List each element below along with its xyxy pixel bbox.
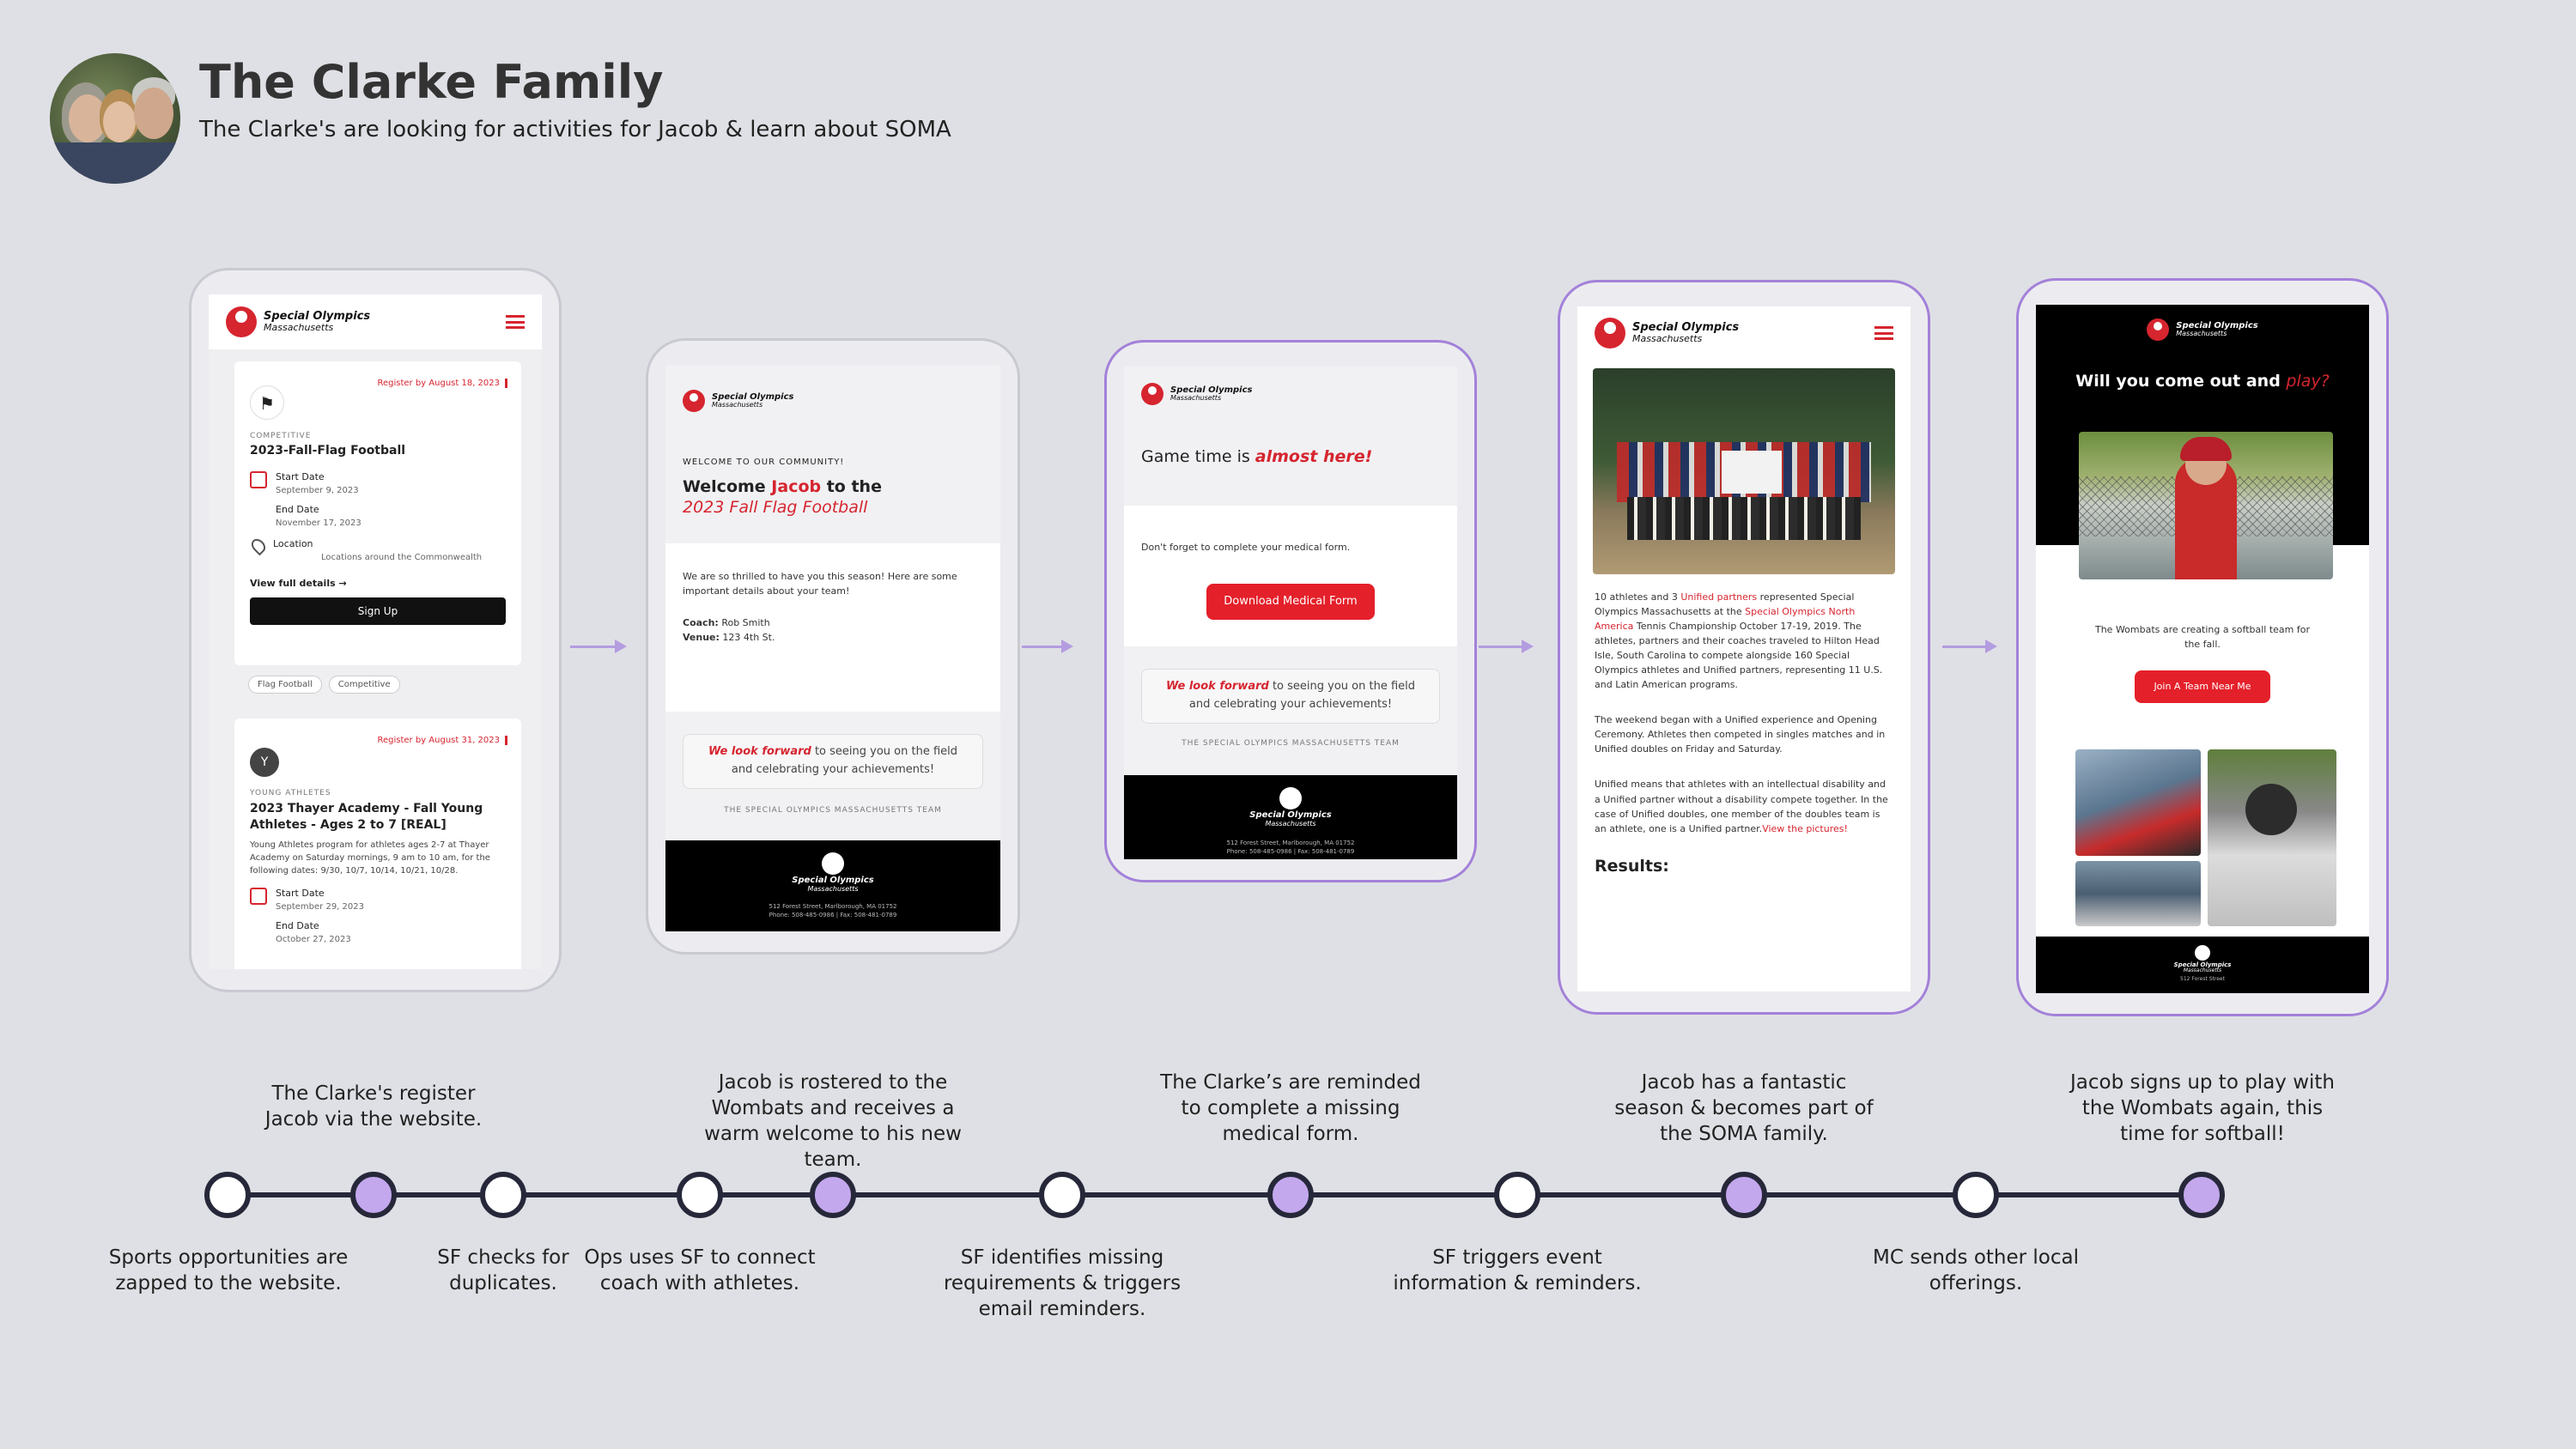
start-date-label: Start Date [276,471,325,482]
coach-line: Coach: Rob Smith [683,617,770,629]
download-medical-form-button[interactable]: Download Medical Form [1206,584,1375,620]
location-label: Location [273,538,313,549]
unified-partners-link[interactable]: Unified partners [1680,591,1758,603]
hamburger-menu-icon[interactable] [506,315,525,329]
results-heading: Results: [1595,856,1669,876]
join-team-button[interactable]: Join A Team Near Me [2135,670,2270,703]
welcome-eyebrow: WELCOME TO OUR COMMUNITY! [683,458,845,467]
sign-up-button[interactable]: Sign Up [250,597,506,625]
signoff: THE SPECIAL OLYMPICS MASSACHUSETTS TEAM [1182,738,1400,748]
email-footer [2036,937,2369,993]
timeline-node [1039,1172,1085,1218]
footer-logo: Special Olympics Massachusetts [1124,787,1457,828]
special-olympics-logo: Special Olympics Massachusetts [2036,318,2369,341]
timeline-caption-bottom: SF identifies missing requirements & triggers email reminders. [943,1246,1182,1320]
location-value: Locations around the Commonwealth [321,553,483,562]
venue-line: Venue: 123 4th St. [683,632,775,644]
article-paragraph-2: The weekend began with a Unified experience and Opening Ceremony. Athletes then competed in singles matches and in Unified doubles on Friday and Saturday. [1595,714,1886,755]
end-date-value: October 27, 2023 [276,934,351,944]
welcome-headline: Welcome Jacob to the [683,477,882,496]
tag-competitive[interactable]: Competitive [329,676,400,694]
footer-address: 512 Forest Street, Marlborough, MA 01752 [769,902,897,910]
footer-logo: Special Olympics Massachusetts [2036,945,2369,974]
phone-registration [189,268,562,992]
register-deadline: Register by August 31, 2023 [378,736,508,745]
article-paragraph-3: Unified means that athletes with an intellectual disability and a Unified partner without a disability compete together. In the case of Unified doubles, one member of the doubles team is an athlete, one is a Unified partner.View the pictures! [1595,779,1888,834]
program-description: Young Athletes program for athletes ages 2-7 at Thayer Academy on Saturday mornings, 9 am to 10 am, for the following dates: 9/30, 10/7, 10/14, 10/21, 10/28. [250,840,490,876]
article-paragraph-1: 10 athletes and 3 Unified partners represented Special Olympics Massachusetts at the Special Olympics North America Tennis Championship October 17-19, 2019. The athletes, partners and their coaches traveled to Hilton Head Isle, South Carolina to compete alongside 160 Special Olympics athletes and Unified partners, representing 11 U.S. and Latin American programs. [1595,591,1883,691]
special-olympics-logo: Special Olympics Massachusetts [683,390,794,412]
footer-address: 512 Forest Street, Marlborough, MA 01752 [1226,839,1355,846]
phone-welcome-email [646,338,1020,955]
calendar-icon [250,471,267,488]
timeline-node [2178,1172,2225,1218]
timeline-node [1267,1172,1314,1218]
flow-arrow [570,646,623,648]
timeline-caption-bottom: MC sends other local offerings. [1873,1246,2079,1294]
team-photo [1593,368,1895,574]
quote-box: We look forward to seeing you on the field and celebrating your achievements! [1141,669,1440,724]
register-deadline: Register by August 18, 2023 [378,379,508,388]
footer-address: 512 Forest Street [2180,975,2225,982]
end-date-label: End Date [276,504,319,515]
softball-invite-screen [2036,305,2369,993]
flow-arrow [1022,646,1070,648]
welcome-body: We are so thrilled to have you this season! Here are some important details about your team! [683,571,957,597]
timeline-caption-top: Jacob has a fantastic season & becomes part of the SOMA family. [1614,1071,1874,1145]
tag-flag-football[interactable]: Flag Football [248,676,322,694]
welcome-email-screen [665,365,1000,931]
view-details-link[interactable]: View full details → [250,578,347,589]
sona-link[interactable]: Special Olympics North America [1595,606,1856,633]
quote-box: We look forward to seeing you on the field and celebrating your achievements! [683,734,983,789]
program-card [234,718,521,969]
football-player-icon: ⚑ [250,385,284,420]
timeline-caption-top: The Clarke’s are reminded to complete a missing medical form. [1160,1071,1421,1145]
invite-body: The Wombats are creating a softball team for the fall. [2094,624,2311,651]
phone-medical-form [1104,340,1477,882]
timeline-node [350,1172,397,1218]
timeline-node [1494,1172,1540,1218]
location-pin-icon [249,537,269,556]
hamburger-menu-icon[interactable] [1874,326,1893,340]
page-subtitle: The Clarke's are looking for activities for Jacob & learn about SOMA [199,117,951,142]
softball-photo-grid [2075,749,2336,926]
medical-form-screen [1124,367,1457,859]
program-category: YOUNG ATHLETES [250,789,331,797]
program-name: 2023 Fall Flag Football [683,498,868,517]
timeline-node [810,1172,856,1218]
timeline-node [1953,1172,1999,1218]
view-pictures-link[interactable]: View the pictures! [1762,822,1848,834]
flow-arrow [1479,646,1530,648]
program-avatar: Y [250,748,279,777]
program-card [234,361,521,665]
timeline-caption-top: Jacob signs up to play with the Wombats again, this time for softball! [2069,1071,2336,1145]
footer-contact: Phone: 508-485-0986 | Fax: 508-481-0789 [769,911,897,919]
start-date-value: September 29, 2023 [276,901,364,912]
start-date-value: September 9, 2023 [276,486,359,495]
invite-headline: Will you come out and play? [2075,372,2330,391]
timeline-node [480,1172,526,1218]
news-article-screen [1577,306,1911,991]
program-category: COMPETITIVE [250,432,312,440]
softball-player-photo [2079,432,2333,579]
program-title: 2023-Fall-Flag Football [250,444,406,458]
end-date-value: November 17, 2023 [276,518,361,528]
family-photo [50,53,180,184]
registration-screen [209,294,542,969]
footer-contact: Phone: 508-485-0986 | Fax: 508-481-0789 [1226,847,1355,855]
timeline-caption-top: The Clarke's register Jacob via the website. [264,1082,483,1131]
medical-headline: Game time is almost here! [1141,447,1373,466]
end-date-label: End Date [276,919,319,931]
timeline-caption-bottom: Sports opportunities are zapped to the website. [108,1246,349,1294]
signoff: THE SPECIAL OLYMPICS MASSACHUSETTS TEAM [724,805,942,815]
timeline-caption-bottom: SF triggers event information & reminders. [1393,1246,1642,1294]
timeline-caption-top: Jacob is rostered to the Wombats and receives a warm welcome to his new team. [704,1071,962,1171]
calendar-icon [250,888,267,905]
special-olympics-logo: Special Olympics Massachusetts [1141,383,1253,405]
special-olympics-logo: Special Olympics Massachusetts [226,306,370,337]
special-olympics-logo: Special Olympics Massachusetts [1595,318,1739,349]
phone-news-article [1558,280,1930,1015]
start-date-label: Start Date [276,887,325,899]
page-title: The Clarke Family [199,55,664,109]
timeline-node [204,1172,251,1218]
flow-arrow [1942,646,1994,648]
email-footer [1124,775,1457,859]
footer-logo: Special Olympics Massachusetts [665,852,1000,893]
program-title: 2023 Thayer Academy - Fall Young Athletes - Ages 2 to 7 [REAL] [250,802,483,832]
timeline-node [677,1172,723,1218]
timeline-caption-bottom: Ops uses SF to connect coach with athletes. [584,1246,816,1294]
timeline-caption-bottom: SF checks for duplicates. [437,1246,569,1294]
medical-body: Don't forget to complete your medical form. [1141,542,1351,553]
timeline-node [1721,1172,1767,1218]
phone-softball-invite [2016,278,2389,1016]
email-footer [665,840,1000,931]
